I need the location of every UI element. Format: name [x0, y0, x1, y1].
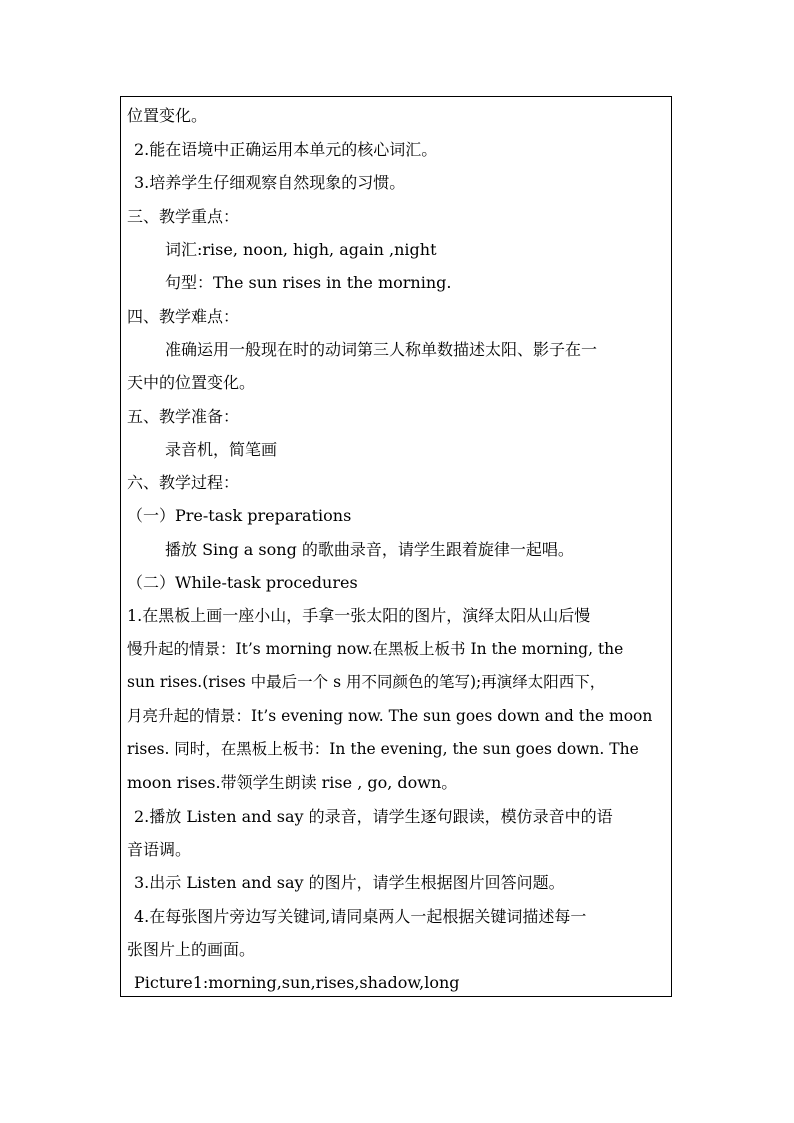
text-line: 词汇:rise, noon, high, again ,night — [165, 240, 437, 259]
text-line: 3.出示 Listen and say 的图片，请学生根据图片回答问题。 — [134, 873, 565, 892]
text-line: 音语调。 — [127, 840, 192, 859]
subsection-heading: （一）Pre-task preparations — [127, 506, 352, 525]
text-line: sun rises.(rises 中最后一个 s 用不同颜色的笔写);再演绎太阳西下， — [127, 673, 606, 691]
text-line: rises. 同时，在黑板上板书：In the evening, the sun goes down. The — [127, 740, 639, 758]
text-line: 2.能在语境中正确运用本单元的核心词汇。 — [134, 140, 438, 159]
section-heading: 五、教学准备： — [127, 407, 240, 426]
section-heading: 六、教学过程： — [127, 473, 240, 492]
text-line: 2.播放 Listen and say 的录音，请学生逐句跟读，模仿录音中的语 — [134, 807, 613, 826]
text-line: 句型：The sun rises in the morning. — [165, 273, 452, 292]
section-heading: 四、教学难点： — [127, 307, 240, 326]
text-line: 1.在黑板上画一座小山，手拿一张太阳的图片，演绎太阳从山后慢 — [127, 606, 591, 625]
text-line: 3.培养学生仔细观察自然现象的习惯。 — [134, 173, 406, 192]
text-line: moon rises.带领学生朗读 rise , go, down。 — [127, 773, 458, 792]
text-line: 4.在每张图片旁边写关键词,请同桌两人一起根据关键词描述每一 — [134, 907, 587, 926]
text-line: 张图片上的画面。 — [127, 940, 256, 959]
text-line: 慢升起的情景：It’s morning now.在黑板上板书 In the morning, the — [127, 640, 624, 658]
subsection-heading: （二）While-task procedures — [127, 573, 358, 592]
text-line: 位置变化。 — [127, 106, 208, 125]
text-line: 天中的位置变化。 — [127, 373, 256, 392]
text-line: 准确运用一般现在时的动词第三人称单数描述太阳、影子在一 — [165, 340, 598, 359]
text-line: 录音机，简笔画 — [165, 440, 278, 459]
section-heading: 三、教学重点： — [127, 207, 240, 226]
text-line: 月亮升起的情景：It’s evening now. The sun goes down and the moon — [127, 707, 653, 725]
text-line: Picture1:morning,sun,rises,shadow,long — [134, 973, 460, 992]
text-line: 播放 Sing a song 的歌曲录音，请学生跟着旋律一起唱。 — [165, 540, 574, 559]
